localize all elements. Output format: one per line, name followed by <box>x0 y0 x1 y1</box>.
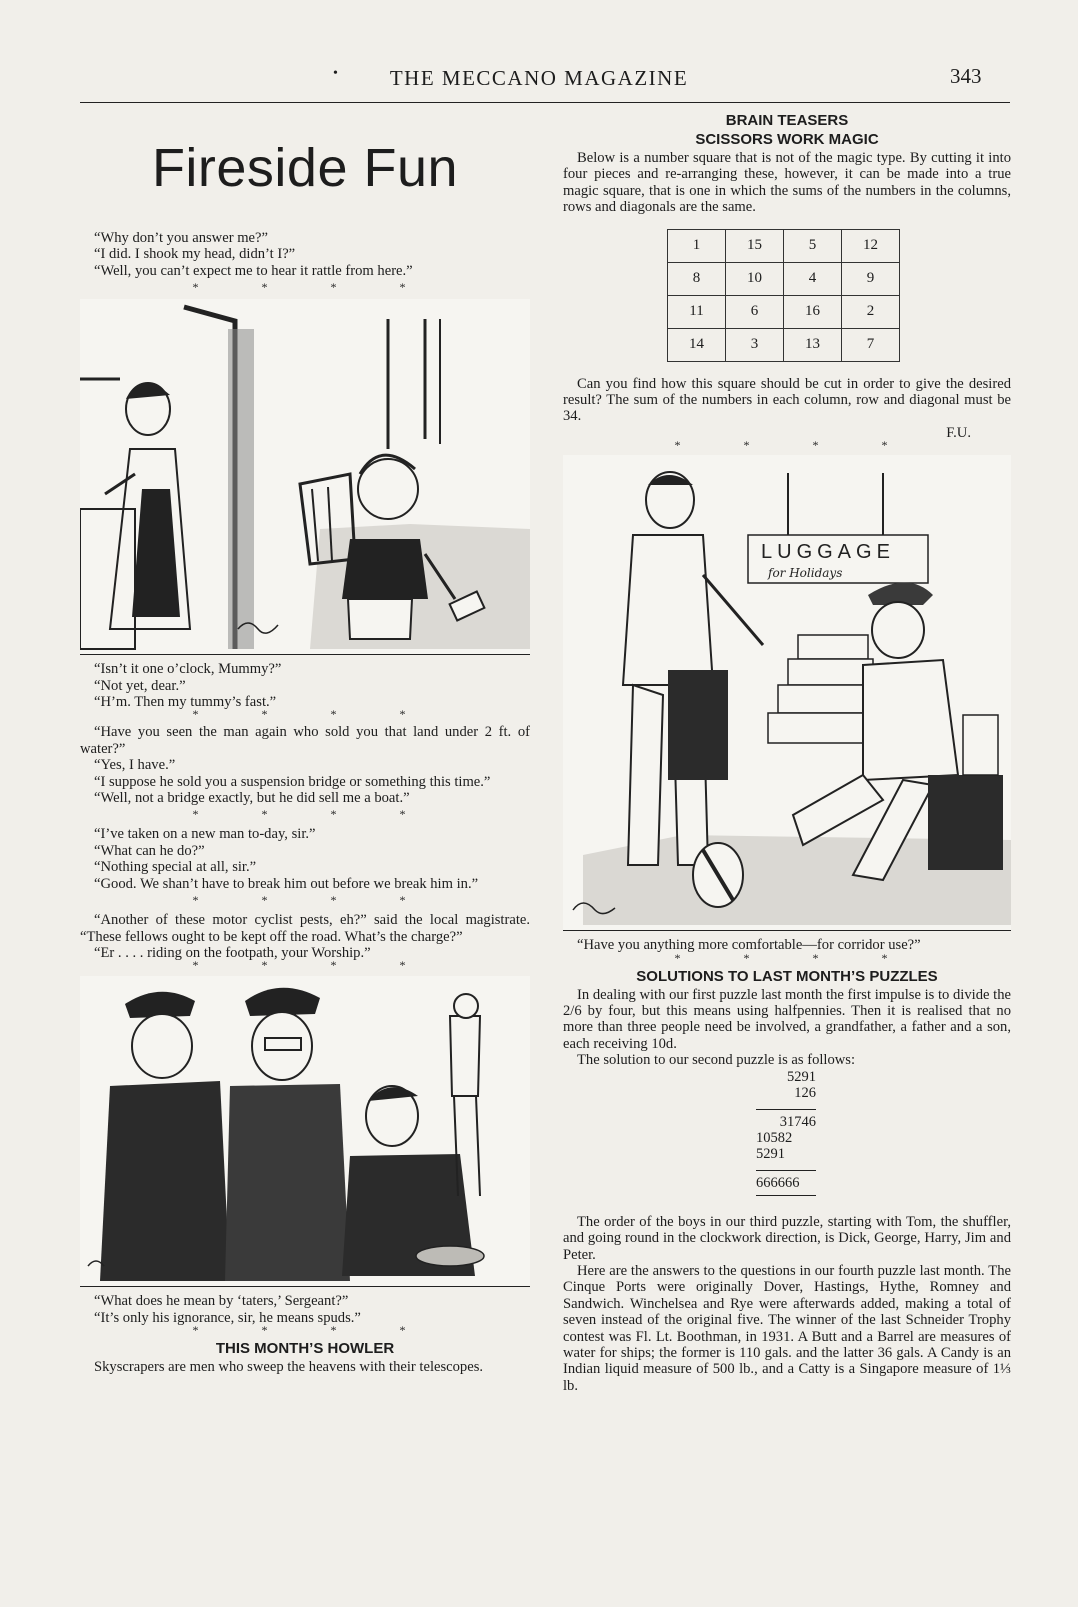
cartoon1-caption-line2: “Not yet, dear.” <box>94 677 186 694</box>
page-number: 343 <box>950 64 982 88</box>
joke1-line2: “I did. I shook my head, didn’t I?” <box>94 246 296 263</box>
joke4-line1: “Another of these motor cyclist pests, eh?” said the local magistrate. “These fellows ought to be kept off the road. What’s the charge?” <box>80 912 530 945</box>
star-separator: * * * * <box>192 958 436 973</box>
running-head: THE MECCANO MAGAZINE <box>389 66 689 90</box>
cartoon1-caption-line3: “H’m. Then my tummy’s fast.” <box>94 694 277 711</box>
square-cell: 8 <box>668 262 726 295</box>
solutions-heading: SOLUTIONS TO LAST MONTH’S PUZZLES <box>636 967 938 985</box>
square-cell: 4 <box>784 262 842 295</box>
joke1-line1: “Why don’t you answer me?” <box>94 230 268 246</box>
right-column <box>563 110 1011 1394</box>
cartoon1-caption-line1: “Isn’t it one o’clock, Mummy?” <box>94 661 282 678</box>
joke2-line2: “Yes, I have.” <box>94 757 176 774</box>
square-cell: 10 <box>726 262 784 295</box>
luggage-sign-subtext: for Holidays <box>768 566 843 581</box>
luggage-illustration <box>563 455 1011 930</box>
soldiers-illustration <box>80 976 530 1286</box>
sum-result: 666666 <box>756 1174 800 1191</box>
sum-rule <box>756 1109 816 1110</box>
square-cell: 9 <box>842 262 900 295</box>
square-cell: 14 <box>668 328 726 361</box>
teaser-intro: Below is a number square that is not of the magic type. By cutting it into four pieces and re-arranging these, however, it can be made into a true magic square, that is one in which the sums of the numbers in the columns, rows and diagonals are the same. <box>563 150 1011 216</box>
joke3-line2: “What can he do?” <box>94 842 205 859</box>
square-row <box>668 295 900 328</box>
square-cell: 16 <box>784 295 842 328</box>
square-row <box>668 328 900 361</box>
star-separator: * * * * <box>674 950 918 965</box>
square-cell: 15 <box>726 229 784 262</box>
square-cell: 2 <box>842 295 900 328</box>
kitchen-boy-illustration <box>80 299 530 654</box>
joke3-line4: “Good. We shan’t have to break him out before we break him in.” <box>94 875 479 892</box>
sum-partial: 31746 <box>779 1113 816 1130</box>
square-row <box>668 229 900 262</box>
joke2-line3: “I suppose he sold you a suspension bridge or something this time.” <box>94 773 491 790</box>
number-square <box>667 229 1011 362</box>
solution3-text: The order of the boys in our third puzzle, starting with Tom, the shuffler, and going round in the clockwork direction, is Dick, George, Harry, Jim and Peter. <box>563 1213 1011 1263</box>
joke2-line4: “Well, not a bridge exactly, but he did sell me a boat.” <box>94 790 410 807</box>
luggage-sign-text: LUGGAGE <box>761 541 895 564</box>
square-cell: 11 <box>668 295 726 328</box>
sum-rule <box>756 1195 816 1196</box>
joke3-line1: “I’ve taken on a new man to-day, sir.” <box>94 826 316 843</box>
joke1-line3: “Well, you can’t expect me to hear it rattle from here.” <box>94 262 413 279</box>
square-cell: 13 <box>784 328 842 361</box>
square-cell: 7 <box>842 328 900 361</box>
multiplication-sum <box>756 1069 816 1196</box>
cartoon2-caption-line1: “What does he mean by ‘taters,’ Sergeant?” <box>94 1293 349 1310</box>
scissors-subheading: SCISSORS WORK MAGIC <box>695 131 879 148</box>
star-separator: * * * * <box>192 1323 436 1338</box>
teaser-question: Can you find how this square should be cut in order to give the desired result? The sum of the numbers in each column, row and diagonal must be 34. <box>563 375 1011 425</box>
square-cell: 6 <box>726 295 784 328</box>
star-separator: * * * * <box>192 807 436 822</box>
cartoon3-caption: “Have you anything more comfortable—for corridor use?” <box>577 937 921 954</box>
solution2-intro: The solution to our second puzzle is as follows: <box>577 1052 856 1069</box>
left-column <box>80 112 530 1376</box>
sum-multiplier: 126 <box>794 1084 816 1101</box>
solution4-text: Here are the answers to the questions in our fourth puzzle last month. The Cinque Ports were originally Dover, Hastings, Hythe, Romney and Sandwich. Winchelsea and Rye were afterwards added, making a total of seven instead of the original five. The winner of the last Schneider Trophy contest was Fl. Lt. Boothman, in 1931. A Butt and a Barrel are measures of water for ships; the former is 110 gals. and the latter 36 gals. A Candy is an Indian liquid measure of 500 lb., and a Catty is a Singapore measure of 1⅓ lb. <box>563 1262 1011 1394</box>
fireside-fun-title: Fireside Fun <box>151 138 459 198</box>
square-row <box>668 262 900 295</box>
star-separator: * * * * <box>192 893 436 908</box>
sum-multiplicand: 5291 <box>787 1068 816 1085</box>
brain-teasers-heading: BRAIN TEASERS <box>725 112 849 129</box>
head-dot: • <box>333 66 338 81</box>
cartoon2-caption-line2: “It’s only his ignorance, sir, he means spuds.” <box>94 1309 361 1326</box>
square-cell: 1 <box>668 229 726 262</box>
star-separator: * * * * <box>674 438 918 453</box>
number-square-table <box>667 229 900 362</box>
author-initials: F.U. <box>946 424 971 441</box>
sum-partial: 10582 <box>756 1129 793 1146</box>
sum-rule <box>756 1170 816 1171</box>
cartoon-luggage <box>563 455 1011 931</box>
cartoon-kitchen-boy <box>80 299 530 655</box>
solution1-text: In dealing with our first puzzle last month the first impulse is to divide the 2/6 by four, but this means using halfpennies. Then it is realised that no more than three people need be involved, a grandfather, a father and a son, each receiving 10d. <box>563 986 1011 1052</box>
square-cell: 3 <box>726 328 784 361</box>
sum-partial: 5291 <box>756 1145 785 1162</box>
star-separator: * * * * <box>192 280 436 295</box>
joke4-line2: “Er . . . . riding on the footpath, your Worship.” <box>94 944 371 961</box>
star-separator: * * * * <box>192 707 436 722</box>
joke3-line3: “Nothing special at all, sir.” <box>94 859 257 876</box>
square-cell: 5 <box>784 229 842 262</box>
joke2-line1: “Have you seen the man again who sold you that land under 2 ft. of water?” <box>80 724 530 757</box>
header-rule <box>80 102 1010 103</box>
howler-heading: THIS MONTH’S HOWLER <box>215 1340 395 1358</box>
howler-text: Skyscrapers are men who sweep the heavens with their telescopes. <box>94 1359 484 1376</box>
cartoon-soldiers <box>80 976 530 1287</box>
square-cell: 12 <box>842 229 900 262</box>
